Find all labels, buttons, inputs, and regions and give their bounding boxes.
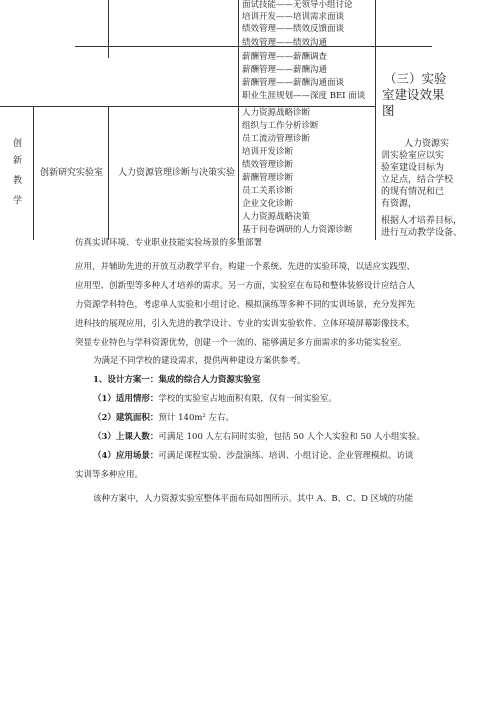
list-item: 基于问卷调研的人力资源诊断	[242, 225, 353, 235]
category-char: 创	[13, 139, 23, 149]
table-vline-items-right	[375, 0, 376, 240]
table-hline-row	[0, 106, 375, 107]
sidebar-heading-line: （三）实验	[384, 71, 447, 86]
category-char: 学	[13, 196, 23, 206]
list-item: 人力资源战略诊断	[242, 108, 311, 118]
table-lab-name: 创新研究实验室	[40, 168, 104, 178]
sidebar-heading-line: 室建设效果	[382, 87, 445, 102]
plan-title: 1、设计方案一：集成的综合人力资源实验室	[93, 375, 261, 385]
list-item: 人力资源战略决策	[242, 212, 311, 222]
sidebar-para-line: 根据人才培养目标，	[381, 216, 463, 226]
sidebar-para-line: 进行互动教学设备、	[381, 228, 463, 238]
plan-item-text: 可满足 100 人左右同时实验，包括 50 人个人实验和 50 人小组实验。	[158, 432, 425, 442]
sidebar-heading-line: 图	[382, 103, 395, 118]
list-item: 绩效管理诊断	[242, 160, 294, 170]
table-vline-lab-right	[108, 0, 109, 58]
list-item: 薪酬管理诊断	[242, 173, 294, 183]
body-line: 力资源学科特色，考虑单人实验和小组讨论、模拟演练等多种不同的实训场景，充分发挥先	[75, 300, 416, 310]
sidebar-para-line: 立足点，结合学校	[381, 175, 454, 185]
list-item: 职业生涯规划——深度 BEI 面谈	[242, 91, 366, 101]
body-line: 为满足不同学校的建设需求，提供两种建设方案供参考。	[93, 356, 306, 366]
list-item: 企业文化诊断	[242, 199, 294, 209]
list-item: 薪酬管理——薪酬沟通面谈	[242, 78, 345, 88]
plan-item-text: 学校的实验室占地面积有限，仅有一间实验室。	[158, 394, 337, 404]
plan-continuation: 实训等多种应用。	[75, 470, 144, 480]
plan-item	[93, 432, 425, 444]
list-item: 组织与工作分析诊断	[242, 121, 319, 131]
table-vline-category-right	[33, 106, 34, 240]
category-char: 教	[13, 176, 23, 186]
body-line: 进科技的展现应用，引入先进的教学设计、专业的实训实验软件、立体环境屏幕影像技术，	[75, 319, 416, 329]
sidebar-para-line: 验室建设目标为	[381, 163, 445, 173]
list-item: 绩效管理——绩效沟通	[242, 38, 328, 48]
sidebar-para-line: 的现有情况和已	[381, 187, 445, 197]
body-line: 突显专业特色与学科资源优势，创建一个一流的、能够满足多方面需求的多功能实验室。	[75, 338, 407, 348]
plan-item-label: （3）上课人数：	[93, 432, 159, 442]
body-line: 应用，并辅助先进的开放互动教学平台，构建一个系统、先进的实验环境，以适应实践型、	[75, 262, 416, 272]
plan-item-label: （4）应用场景：	[93, 451, 159, 461]
plan-item	[93, 451, 413, 463]
plan-item	[93, 413, 234, 425]
plan-item-label: （2）建筑面积：	[93, 413, 159, 423]
list-item: 培训开发诊断	[242, 147, 294, 157]
body-line: 应用型、创新型等多种人才培养的需求。另一方面，实验室在布局和整体装修设计应结合人	[75, 281, 416, 291]
sidebar-para-line: 有资源，	[381, 199, 418, 209]
list-item: 薪酬管理——薪酬调查	[242, 52, 328, 62]
plan-item-text: 可满足课程实验、沙盘演练、培训、小组讨论、企业管理模拟、访谈	[158, 451, 414, 461]
list-item: 薪酬管理——薪酬沟通	[242, 65, 328, 75]
plan-item-label: （1）适用情形：	[93, 394, 159, 404]
sidebar-para-line: 训实验室应以实	[381, 151, 445, 161]
plan-closing: 该种方案中，人力资源实验室整体平面布局如图所示。其中 A、B、C、D 区域的功能	[93, 494, 414, 504]
list-item: 培训开发——培训需求面谈	[242, 12, 345, 22]
table-vline-lab-right2	[108, 106, 109, 240]
table-lab-focus: 人力资源管理诊断与决策实验	[118, 168, 236, 178]
sidebar-para-line: 人力资源实	[404, 139, 450, 149]
category-char: 新	[13, 156, 23, 166]
list-item: 员工关系诊断	[242, 186, 294, 196]
body-line: 仿真实训环境、专业职业技能实验场景的多重部署	[75, 238, 263, 248]
list-item: 绩效管理——绩效反馈面谈	[242, 24, 345, 34]
table-vline-items-left	[238, 0, 239, 240]
list-item: 员工流动管理诊断	[242, 134, 311, 144]
plan-item-text: 预计 140m² 左右。	[158, 413, 235, 423]
plan-item	[93, 394, 337, 406]
list-item: 面试技能——无领导小组讨论	[242, 0, 353, 10]
